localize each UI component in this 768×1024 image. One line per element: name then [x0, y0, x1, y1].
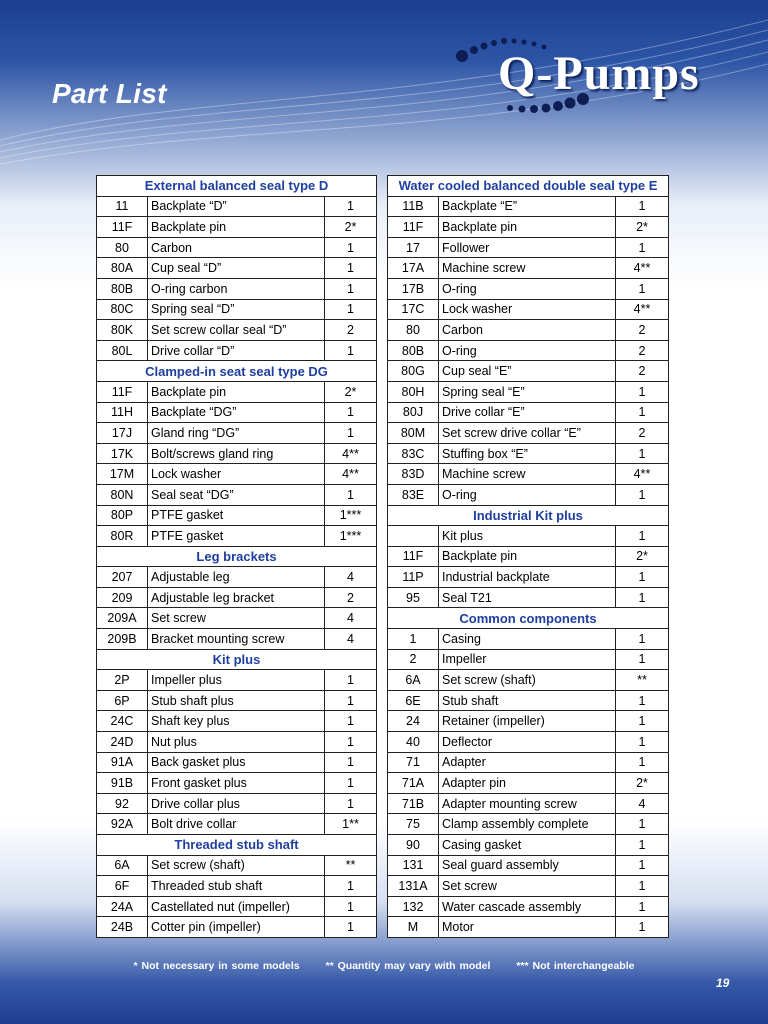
table-row [97, 773, 377, 794]
part-description: Backplate “E” [439, 196, 616, 217]
part-quantity: 1 [325, 278, 377, 299]
part-quantity: ** [616, 670, 669, 691]
part-number: 11H [97, 402, 148, 423]
part-number: 6P [97, 690, 148, 711]
part-description: Water cascade assembly [439, 896, 616, 917]
section-heading: Clamped-in seat seal type DG [97, 361, 377, 382]
part-number: 2 [388, 649, 439, 670]
part-number: 83E [388, 484, 439, 505]
footnote: * Not necessary in some models [133, 960, 300, 972]
table-row [388, 484, 669, 505]
parts-table-right [387, 175, 669, 938]
table-row [388, 835, 669, 856]
part-description: Adapter pin [439, 773, 616, 794]
part-description: Adapter mounting screw [439, 793, 616, 814]
table-row [388, 443, 669, 464]
part-quantity: 1** [325, 814, 377, 835]
table-row [388, 670, 669, 691]
part-description: Machine screw [439, 464, 616, 485]
part-description: Nut plus [148, 732, 325, 753]
part-description: O-ring [439, 484, 616, 505]
part-number: 80P [97, 505, 148, 526]
part-description: Adjustable leg bracket [148, 587, 325, 608]
part-number: 91B [97, 773, 148, 794]
parts-table-left [96, 175, 377, 938]
part-description: Retainer (impeller) [439, 711, 616, 732]
section-heading: Kit plus [97, 649, 377, 670]
table-row [388, 711, 669, 732]
part-description: Set screw drive collar “E” [439, 423, 616, 444]
part-description: Follower [439, 237, 616, 258]
part-quantity: 1 [616, 402, 669, 423]
part-number: 40 [388, 732, 439, 753]
part-quantity: 1 [616, 196, 669, 217]
part-number: M [388, 917, 439, 938]
part-quantity: 2 [616, 423, 669, 444]
table-row [97, 464, 377, 485]
part-quantity: 1 [616, 237, 669, 258]
page-title: Part List [52, 78, 167, 109]
section-header-row [97, 649, 377, 670]
table-row [388, 876, 669, 897]
part-quantity: ** [325, 855, 377, 876]
section-header-row [97, 546, 377, 567]
part-description: Machine screw [439, 258, 616, 279]
part-description: PTFE gasket [148, 505, 325, 526]
table-row [97, 587, 377, 608]
table-row [97, 670, 377, 691]
part-number: 80 [97, 237, 148, 258]
part-number: 80M [388, 423, 439, 444]
part-description: Set screw collar seal “D” [148, 320, 325, 341]
table-row [97, 814, 377, 835]
part-quantity: 1 [616, 732, 669, 753]
table-row [97, 443, 377, 464]
part-number: 92A [97, 814, 148, 835]
part-quantity: 1 [325, 258, 377, 279]
part-description: Clamp assembly complete [439, 814, 616, 835]
part-number: 11B [388, 196, 439, 217]
part-description: Adapter [439, 752, 616, 773]
part-description: Stub shaft [439, 690, 616, 711]
footnote: *** Not interchangeable [516, 960, 635, 972]
table-row [97, 278, 377, 299]
part-description: Drive collar plus [148, 793, 325, 814]
part-quantity: 4** [325, 464, 377, 485]
table-row [97, 320, 377, 341]
part-number: 17K [97, 443, 148, 464]
section-heading: Threaded stub shaft [97, 835, 377, 856]
part-quantity: 1*** [325, 505, 377, 526]
section-header-row [388, 505, 669, 526]
table-row [97, 299, 377, 320]
part-quantity: 2* [616, 773, 669, 794]
part-quantity: 1 [325, 773, 377, 794]
table-row [97, 258, 377, 279]
part-number: 17J [97, 423, 148, 444]
part-description: Bracket mounting screw [148, 629, 325, 650]
part-quantity: 1 [616, 876, 669, 897]
part-number: 6A [388, 670, 439, 691]
table-row [388, 320, 669, 341]
part-quantity: 4 [325, 567, 377, 588]
part-description: Impeller [439, 649, 616, 670]
part-description: Drive collar “D” [148, 340, 325, 361]
part-number: 24B [97, 917, 148, 938]
part-number: 17A [388, 258, 439, 279]
part-number: 132 [388, 896, 439, 917]
part-number: 92 [97, 793, 148, 814]
table-row [388, 526, 669, 547]
part-description: Set screw [439, 876, 616, 897]
part-description: Stuffing box “E” [439, 443, 616, 464]
part-quantity: 1 [325, 484, 377, 505]
part-description: Backplate pin [148, 381, 325, 402]
part-number: 90 [388, 835, 439, 856]
part-quantity: 1 [325, 340, 377, 361]
part-number: 11F [388, 546, 439, 567]
part-quantity: 1 [616, 587, 669, 608]
part-description: Industrial backplate [439, 567, 616, 588]
part-quantity: 1 [325, 752, 377, 773]
part-quantity: 1 [325, 423, 377, 444]
part-description: Backplate “DG” [148, 402, 325, 423]
table-row [97, 896, 377, 917]
table-row [388, 258, 669, 279]
table-row [388, 896, 669, 917]
part-description: Stub shaft plus [148, 690, 325, 711]
section-header-row [388, 608, 669, 629]
section-heading: Leg brackets [97, 546, 377, 567]
section-header-row [97, 176, 377, 197]
page-number: 19 [716, 976, 730, 990]
part-description: Castellated nut (impeller) [148, 896, 325, 917]
part-description: Set screw (shaft) [148, 855, 325, 876]
part-number: 6E [388, 690, 439, 711]
part-quantity: 1 [616, 629, 669, 650]
part-description: Bolt/screws gland ring [148, 443, 325, 464]
table-row [388, 402, 669, 423]
part-quantity: 1 [616, 278, 669, 299]
part-quantity: 2* [616, 546, 669, 567]
table-row [388, 299, 669, 320]
part-quantity: 1 [325, 917, 377, 938]
part-quantity: 1 [325, 732, 377, 753]
q-pumps-logo: Q-Pumps [498, 47, 700, 100]
part-quantity: 1 [325, 299, 377, 320]
part-number: 83D [388, 464, 439, 485]
table-row [388, 381, 669, 402]
part-number: 24 [388, 711, 439, 732]
part-quantity: 1 [325, 402, 377, 423]
part-description: Carbon [439, 320, 616, 341]
part-quantity: 4 [325, 629, 377, 650]
part-number: 95 [388, 587, 439, 608]
table-row [97, 340, 377, 361]
part-description: Set screw [148, 608, 325, 629]
table-row [97, 608, 377, 629]
table-row [97, 526, 377, 547]
table-row [388, 340, 669, 361]
part-quantity: 1 [616, 649, 669, 670]
part-number: 11 [97, 196, 148, 217]
table-row [388, 773, 669, 794]
part-number: 24A [97, 896, 148, 917]
part-number: 6F [97, 876, 148, 897]
part-quantity: 4 [616, 793, 669, 814]
section-header-row [97, 835, 377, 856]
part-number [388, 526, 439, 547]
part-description: Adjustable leg [148, 567, 325, 588]
part-number: 24D [97, 732, 148, 753]
part-description: O-ring carbon [148, 278, 325, 299]
part-number: 11F [97, 381, 148, 402]
table-row [97, 402, 377, 423]
part-description: Carbon [148, 237, 325, 258]
part-description: PTFE gasket [148, 526, 325, 547]
part-quantity: 2 [616, 361, 669, 382]
part-quantity: 2 [325, 587, 377, 608]
part-quantity: 1 [616, 526, 669, 547]
part-quantity: 1 [616, 814, 669, 835]
part-number: 131 [388, 855, 439, 876]
part-number: 80G [388, 361, 439, 382]
part-description: Set screw (shaft) [439, 670, 616, 691]
table-row [97, 752, 377, 773]
part-description: Shaft key plus [148, 711, 325, 732]
part-quantity: 4** [616, 299, 669, 320]
part-quantity: 4 [325, 608, 377, 629]
part-quantity: 2 [616, 320, 669, 341]
part-quantity: 1 [325, 690, 377, 711]
part-number: 80H [388, 381, 439, 402]
part-number: 209A [97, 608, 148, 629]
part-number: 71A [388, 773, 439, 794]
table-row [97, 876, 377, 897]
part-description: Bolt drive collar [148, 814, 325, 835]
table-row [97, 196, 377, 217]
table-row [388, 546, 669, 567]
part-number: 11F [388, 217, 439, 238]
part-number: 17C [388, 299, 439, 320]
table-row [97, 423, 377, 444]
part-quantity: 1 [616, 690, 669, 711]
part-number: 17M [97, 464, 148, 485]
table-row [97, 711, 377, 732]
table-row [388, 361, 669, 382]
part-description: Impeller plus [148, 670, 325, 691]
part-number: 17B [388, 278, 439, 299]
part-quantity: 2 [616, 340, 669, 361]
table-row [97, 237, 377, 258]
table-row [388, 793, 669, 814]
table-row [388, 423, 669, 444]
part-number: 80N [97, 484, 148, 505]
part-description: Casing [439, 629, 616, 650]
part-quantity: 2* [325, 381, 377, 402]
part-description: Cup seal “D” [148, 258, 325, 279]
part-number: 131A [388, 876, 439, 897]
part-description: Backplate pin [439, 217, 616, 238]
part-description: Cotter pin (impeller) [148, 917, 325, 938]
part-description: Lock washer [148, 464, 325, 485]
part-quantity: 1 [616, 835, 669, 856]
part-number: 80A [97, 258, 148, 279]
part-quantity: 1 [325, 670, 377, 691]
table-row [97, 793, 377, 814]
part-number: 80B [97, 278, 148, 299]
part-number: 207 [97, 567, 148, 588]
table-row [388, 567, 669, 588]
part-number: 2P [97, 670, 148, 691]
footnotes [0, 960, 768, 972]
part-quantity: 2 [325, 320, 377, 341]
part-description: Backplate “D” [148, 196, 325, 217]
part-description: Front gasket plus [148, 773, 325, 794]
part-number: 11P [388, 567, 439, 588]
part-quantity: 4** [616, 464, 669, 485]
part-quantity: 1 [616, 443, 669, 464]
table-row [388, 237, 669, 258]
table-row [388, 278, 669, 299]
part-number: 24C [97, 711, 148, 732]
table-row [97, 484, 377, 505]
part-number: 17 [388, 237, 439, 258]
table-row [97, 629, 377, 650]
part-number: 91A [97, 752, 148, 773]
part-number: 209 [97, 587, 148, 608]
table-row [388, 464, 669, 485]
part-number: 80B [388, 340, 439, 361]
section-heading: Water cooled balanced double seal type E [388, 176, 669, 197]
part-quantity: 1 [325, 237, 377, 258]
part-quantity: 1*** [325, 526, 377, 547]
section-heading: Industrial Kit plus [388, 505, 669, 526]
part-description: Lock washer [439, 299, 616, 320]
table-row [388, 752, 669, 773]
part-description: O-ring [439, 340, 616, 361]
table-row [97, 381, 377, 402]
part-quantity: 1 [325, 896, 377, 917]
part-description: Threaded stub shaft [148, 876, 325, 897]
part-quantity: 2* [325, 217, 377, 238]
part-quantity: 1 [616, 917, 669, 938]
part-quantity: 1 [325, 196, 377, 217]
part-quantity: 1 [616, 567, 669, 588]
part-quantity: 1 [616, 484, 669, 505]
table-row [97, 855, 377, 876]
table-row [388, 196, 669, 217]
section-heading: Common components [388, 608, 669, 629]
part-quantity: 1 [616, 752, 669, 773]
table-row [97, 732, 377, 753]
section-header-row [388, 176, 669, 197]
part-number: 80K [97, 320, 148, 341]
part-quantity: 1 [616, 855, 669, 876]
part-quantity: 1 [616, 381, 669, 402]
table-row [388, 690, 669, 711]
table-row [388, 629, 669, 650]
part-quantity: 1 [325, 711, 377, 732]
part-number: 80J [388, 402, 439, 423]
part-number: 209B [97, 629, 148, 650]
part-number: 11F [97, 217, 148, 238]
table-row [97, 567, 377, 588]
part-number: 71B [388, 793, 439, 814]
part-quantity: 1 [616, 896, 669, 917]
part-number: 80L [97, 340, 148, 361]
part-number: 1 [388, 629, 439, 650]
footnote: ** Quantity may vary with model [325, 960, 491, 972]
table-row [388, 587, 669, 608]
table-row [97, 505, 377, 526]
part-description: Gland ring “DG” [148, 423, 325, 444]
table-row [388, 732, 669, 753]
part-number: 71 [388, 752, 439, 773]
part-description: Casing gasket [439, 835, 616, 856]
part-description: O-ring [439, 278, 616, 299]
part-description: Backplate pin [148, 217, 325, 238]
part-description: Spring seal “E” [439, 381, 616, 402]
part-description: Kit plus [439, 526, 616, 547]
table-row [97, 217, 377, 238]
table-row [388, 917, 669, 938]
part-description: Seal T21 [439, 587, 616, 608]
part-number: 83C [388, 443, 439, 464]
part-description: Cup seal “E” [439, 361, 616, 382]
part-description: Back gasket plus [148, 752, 325, 773]
table-row [97, 917, 377, 938]
table-row [388, 217, 669, 238]
part-number: 80C [97, 299, 148, 320]
part-number: 6A [97, 855, 148, 876]
table-row [388, 814, 669, 835]
table-row [97, 690, 377, 711]
part-quantity: 1 [325, 876, 377, 897]
part-description: Drive collar “E” [439, 402, 616, 423]
section-header-row [97, 361, 377, 382]
table-row [388, 649, 669, 670]
section-heading: External balanced seal type D [97, 176, 377, 197]
part-description: Deflector [439, 732, 616, 753]
part-description: Motor [439, 917, 616, 938]
part-description: Seal seat “DG” [148, 484, 325, 505]
part-description: Backplate pin [439, 546, 616, 567]
part-number: 80R [97, 526, 148, 547]
part-quantity: 1 [616, 711, 669, 732]
part-number: 75 [388, 814, 439, 835]
part-quantity: 2* [616, 217, 669, 238]
part-quantity: 1 [325, 793, 377, 814]
part-number: 80 [388, 320, 439, 341]
table-row [388, 855, 669, 876]
part-description: Spring seal “D” [148, 299, 325, 320]
part-description: Seal guard assembly [439, 855, 616, 876]
part-quantity: 4** [325, 443, 377, 464]
part-quantity: 4** [616, 258, 669, 279]
